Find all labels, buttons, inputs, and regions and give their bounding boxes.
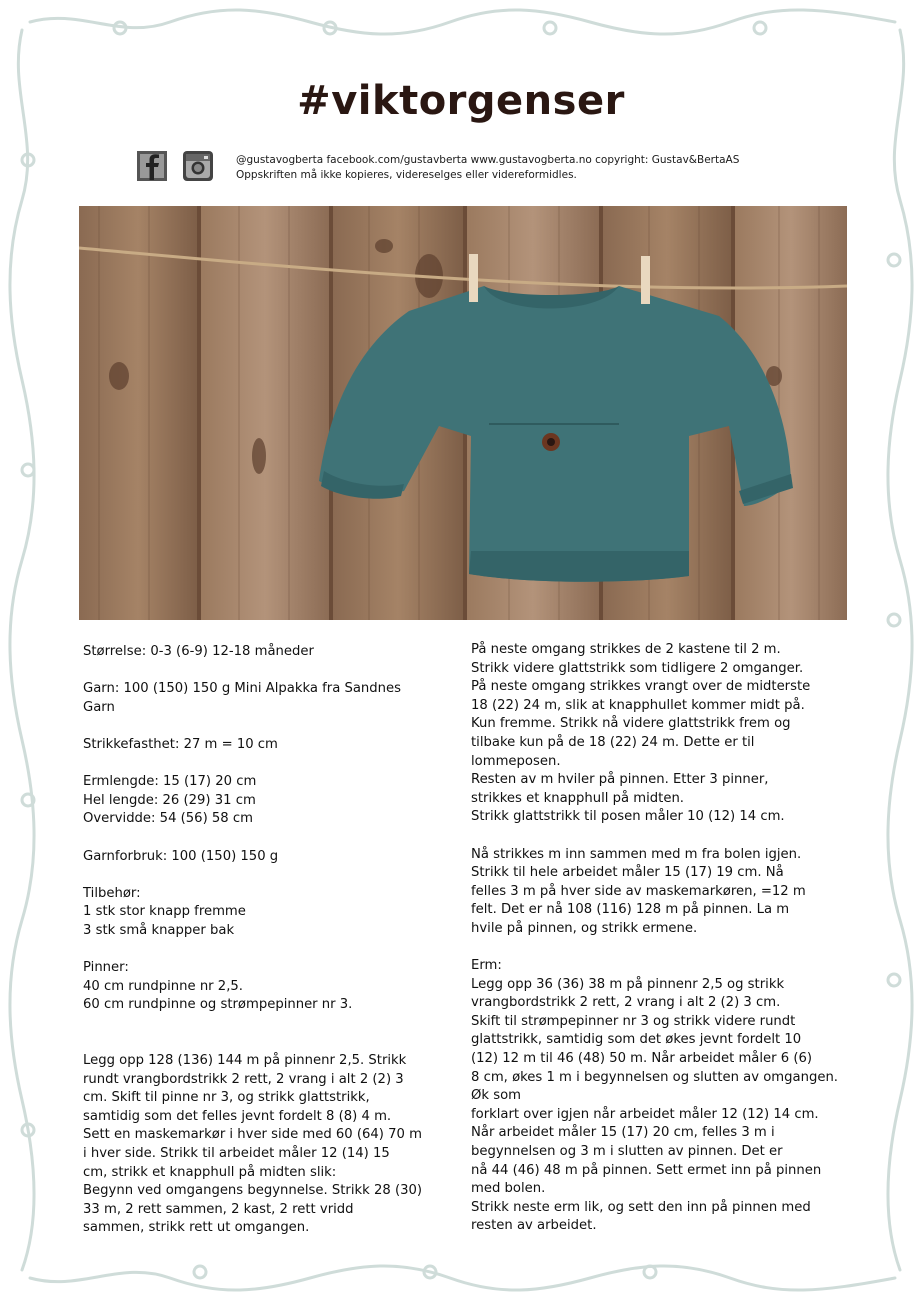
social-icons: [136, 150, 214, 182]
page-title: #viktorgenser: [297, 78, 625, 124]
left-column: [83, 643, 443, 1238]
sleeve-instructions: Erm: Legg opp 36 (36) 38 m på pinnenr 2,5 og strikk vrangbordstrikk 2 rett, 2 vrang i alt 2 (2) 3 cm. Skift til strømpepinner nr 3 og strikk videre rundt glattstrikk, samtidig som det økes jevnt fordelt 10 (12) 12 m til 46 (48) 50 m. Når arbeidet måler 6 (6) 8 cm, økes 1 m i begynnelsen og slutten av omgangen. Øk som forklart over igjen når arbeidet måler 12 (12) 14 cm. Når arbeidet måler 15 (17) 20 cm, felles 3 m i begynnelsen og 3 m i slutten av pinnen. Det er nå 44 (46) 48 m på pinnen. Sett ermet inn på pinnen med bolen. Strikk neste erm lik, og sett den inn på pinnen med resten av arbeidet.: [471, 958, 839, 1234]
size-text: Størrelse: 0-3 (6-9) 12-18 måneder: [83, 644, 314, 659]
needles-text: Pinner: 40 cm rundpinne nr 2,5. 60 cm rundpinne og strømpepinner nr 3.: [83, 960, 353, 1013]
pocket-instructions: På neste omgang strikkes de 2 kastene til 2 m. Strikk videre glattstrikk som tidligere 2 omganger. På neste omgang strikkes vrangt over de midterste 18 (22) 24 m, slik at knapphullet kommer midt på. Kun fremme. Strikk nå videre glattstrikk frem og tilbake kun på de 18 (22) 24 m. Dette er til lommeposen. Resten av m hviler på pinnen. Etter 3 pinner, strikkes et knapphull på midten. Strikk glattstrikk til posen måler 10 (12) 14 cm.: [471, 642, 811, 825]
body-instructions: Legg opp 128 (136) 144 m på pinnenr 2,5. Strikk rundt vrangbordstrikk 2 rett, 2 vrang i alt 2 (2) 3 cm. Skift til pinne nr 3, og strikk glattstrikk, samtidig som det felles jevnt fordelt 8 (8) 4 m. Sett en maskemarkør i hver side med 60 (64) 70 m i hver side. Strikk til arbeidet måler 12 (14) 15 cm, strikk et knapphull på midten slik: Begynn ved omgangens begynnelse. Strikk 28 (30) 33 m, 2 rett sammen, 2 kast, 2 rett vridd sammen, strikk rett ut omgangen.: [83, 1053, 423, 1236]
right-column: [471, 641, 846, 1236]
yarn-text: Garn: 100 (150) 150 g Mini Alpakka fra Sandnes Garn: [83, 681, 401, 715]
gauge-text: Strikkefasthet: 27 m = 10 cm: [83, 736, 278, 752]
yarn-usage-text: Garnforbruk: 100 (150) 150 g: [83, 848, 279, 864]
sweater-photo: [79, 206, 847, 620]
instagram-icon[interactable]: [182, 150, 214, 182]
copyright-notice: Oppskriften må ikke kopieres, videreselges eller videreformidles.: [236, 169, 577, 181]
facebook-icon[interactable]: [136, 150, 168, 182]
notions-text: Tilbehør: 1 stk stor knapp fremme 3 stk små knapper bak: [83, 885, 246, 938]
measurements-text: Ermlengde: 15 (17) 20 cm Hel lengde: 26 (29) 31 cm Overvidde: 54 (56) 58 cm: [83, 774, 257, 827]
join-instructions: Nå strikkes m inn sammen med m fra bolen igjen. Strikk til hele arbeidet måler 15 (17) 19 cm. Nå felles 3 m på hver side av maskemarkøren, =12 m felt. Det er nå 108 (116) 128 m på pinnen. La m hvile på pinnen, og strikk ermene.: [471, 846, 806, 936]
credits-line: @gustavogberta facebook.com/gustavberta www.gustavogberta.no copyright: Gustav&BertaAS: [236, 154, 740, 166]
credits-text: [236, 153, 739, 183]
